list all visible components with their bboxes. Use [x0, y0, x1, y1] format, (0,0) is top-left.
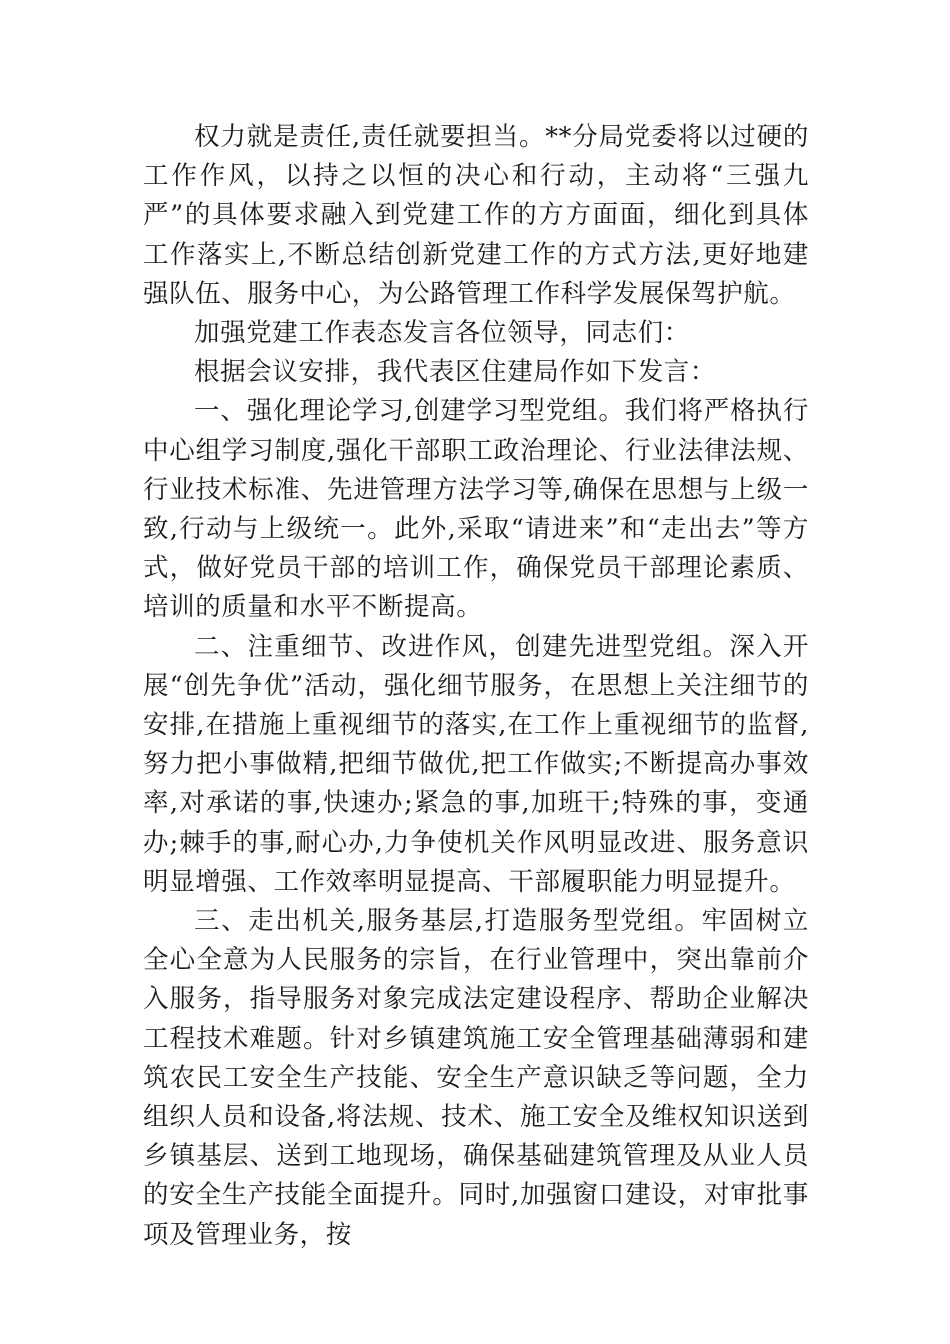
document-body — [143, 118, 809, 1255]
paragraph-point-one: 一、强化理论学习,创建学习型党组。我们将严格执行中心组学习制度,强化干部职工政治理论、行业法律法规、行业技术标准、先进管理方法学习等,确保在思想与上级一致,行动与上级统一。此外,采取“请进来”和“走出去”等方式，做好党员干部的培训工作，确保党员干部理论素质、培训的质量和水平不断提高。 — [143, 396, 809, 623]
paragraph-point-two: 二、注重细节、改进作风，创建先进型党组。深入开展“创先争优”活动，强化细节服务，在思想上关注细节的安排,在措施上重视细节的落实,在工作上重视细节的监督,努力把小事做精,把细节做优,把工作做实;不断提高办事效率,对承诺的事,快速办;紧急的事,加班干;特殊的事，变通办;棘手的事,耐心办,力争使机关作风明显改进、服务意识明显增强、工作效率明显提高、干部履职能力明显提升。 — [143, 631, 809, 897]
paragraph-speech-title: 加强党建工作表态发言各位领导，同志们： — [194, 318, 690, 349]
paragraph-introduction: 根据会议安排，我代表区住建局作如下发言： — [194, 357, 717, 388]
paragraph-conclusion: 权力就是责任,责任就要担当。**分局党委将以过硬的工作作风，以持之以恒的决心和行动，主动将“三强九严”的具体要求融入到党建工作的方方面面，细化到具体工作落实上,不断总结创新党建工作的方式方法,更好地建强队伍、服务中心，为公路管理工作科学发展保驾护航。 — [143, 122, 809, 309]
paragraph-point-three: 三、走出机关,服务基层,打造服务型党组。牢固树立全心全意为人民服务的宗旨，在行业管理中，突出靠前介入服务，指导服务对象完成法定建设程序、帮助企业解决工程技术难题。针对乡镇建筑施工安全管理基础薄弱和建筑农民工安全生产技能、安全生产意识缺乏等问题，全力组织人员和设备,将法规、技术、施工安全及维权知识送到乡镇基层、送到工地现场，确保基础建筑管理及从业人员的安全生产技能全面提升。同时,加强窗口建设，对审批事项及管理业务，按 — [143, 906, 809, 1250]
